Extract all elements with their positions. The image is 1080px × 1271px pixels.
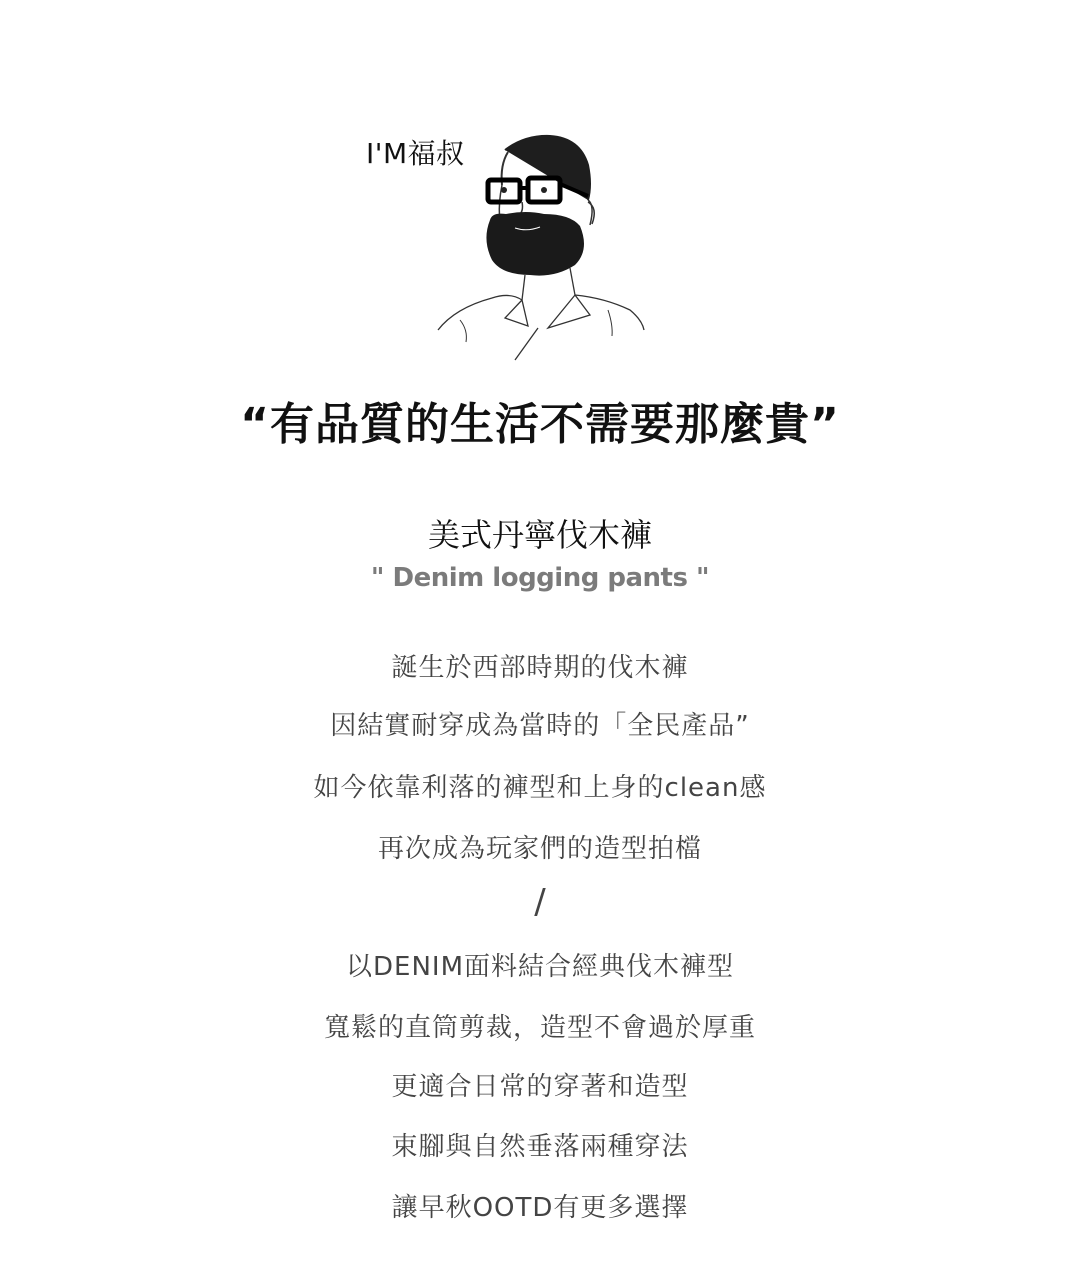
intro-header xyxy=(0,0,1080,370)
description-line: 寬鬆的直筒剪裁，造型不會過於厚重 xyxy=(323,1013,756,1043)
product-subtitle: " Denim logging pants " xyxy=(370,563,710,593)
section-divider: / xyxy=(534,882,546,922)
description-line: 再次成為玩家們的造型拍檔 xyxy=(377,834,702,864)
description-line: 如今依靠利落的褲型和上身的clean感 xyxy=(313,773,767,803)
description-line: 因結實耐穿成為當時的「全民產品” xyxy=(330,711,750,741)
product-title: 美式丹寧伐木褲 xyxy=(427,516,652,554)
description-line: 束腳與自然垂落兩種穿法 xyxy=(391,1132,689,1162)
description-line: 以DENIM面料結合經典伐木褲型 xyxy=(346,952,734,982)
description-line: 誕生於西部時期的伐木褲 xyxy=(391,653,689,683)
bearded-man-illustration xyxy=(430,130,650,365)
description-line: 讓早秋OOTD有更多選擇 xyxy=(391,1193,689,1223)
slogan-quote: “有品質的生活不需要那麼貴” xyxy=(240,399,840,450)
intro-label: I'M福叔 xyxy=(366,137,465,170)
description-line: 更適合日常的穿著和造型 xyxy=(391,1072,689,1102)
